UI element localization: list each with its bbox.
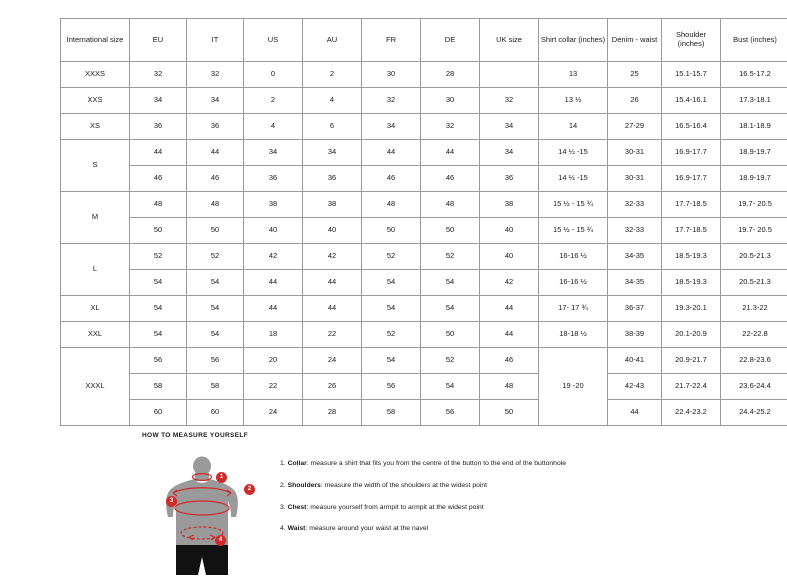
cell-au: 44 bbox=[303, 270, 362, 296]
table-header bbox=[61, 19, 787, 62]
cell-it: 54 bbox=[187, 322, 244, 348]
cell-fr: 46 bbox=[362, 166, 421, 192]
cell-au: 28 bbox=[303, 400, 362, 426]
badge-chest-marker: 2 bbox=[244, 484, 255, 495]
table-row bbox=[61, 88, 787, 114]
cell-fr: 48 bbox=[362, 192, 421, 218]
cell-au: 38 bbox=[303, 192, 362, 218]
cell-us: 44 bbox=[244, 296, 303, 322]
instruction-term: Waist bbox=[288, 525, 306, 532]
cell-au: 34 bbox=[303, 140, 362, 166]
cell-bust: 16.5-17.2 bbox=[721, 62, 787, 88]
cell-us: 24 bbox=[244, 400, 303, 426]
cell-au: 22 bbox=[303, 322, 362, 348]
cell-uk: 42 bbox=[480, 270, 539, 296]
cell-de: 32 bbox=[421, 114, 480, 140]
instruction-text: : measure the width of the shoulders at the widest point bbox=[321, 482, 487, 489]
column-header-shoulder: Shoulder (inches) bbox=[662, 19, 721, 62]
table-row bbox=[61, 192, 787, 218]
cell-shirt-collar: 13 bbox=[539, 62, 608, 88]
cell-it: 60 bbox=[187, 400, 244, 426]
cell-shirt-collar: 14 bbox=[539, 114, 608, 140]
cell-it: 54 bbox=[187, 296, 244, 322]
table-row bbox=[61, 348, 787, 374]
column-header-shirt-collar: Shirt collar (inches) bbox=[539, 19, 608, 62]
column-header-it: IT bbox=[187, 19, 244, 62]
cell-shoulder: 19.3-20.1 bbox=[662, 296, 721, 322]
measurement-figure bbox=[142, 453, 262, 573]
cell-bust: 23.6-24.4 bbox=[721, 374, 787, 400]
cell-shoulder: 15.1-15.7 bbox=[662, 62, 721, 88]
cell-us: 44 bbox=[244, 270, 303, 296]
cell-fr: 44 bbox=[362, 140, 421, 166]
cell-shirt-collar: 16-16 ½ bbox=[539, 244, 608, 270]
cell-shirt-collar: 15 ½ - 15 ¾ bbox=[539, 192, 608, 218]
cell-it: 58 bbox=[187, 374, 244, 400]
cell-shoulder: 20.9-21.7 bbox=[662, 348, 721, 374]
table-row bbox=[61, 244, 787, 270]
cell-shoulder: 15.4-16.1 bbox=[662, 88, 721, 114]
badge-waist: 4 bbox=[215, 535, 226, 546]
cell-shoulder: 21.7-22.4 bbox=[662, 374, 721, 400]
cell-eu: 44 bbox=[130, 140, 187, 166]
cell-denim-waist: 36-37 bbox=[608, 296, 662, 322]
cell-eu: 32 bbox=[130, 62, 187, 88]
cell-uk: 50 bbox=[480, 400, 539, 426]
table-row bbox=[61, 400, 787, 426]
cell-denim-waist: 32-33 bbox=[608, 218, 662, 244]
cell-de: 50 bbox=[421, 218, 480, 244]
cell-uk bbox=[480, 62, 539, 88]
cell-au: 6 bbox=[303, 114, 362, 140]
cell-uk: 32 bbox=[480, 88, 539, 114]
cell-eu: 60 bbox=[130, 400, 187, 426]
instruction-term: Shoulders bbox=[288, 482, 321, 489]
how-to-measure-title: HOW TO MEASURE YOURSELF bbox=[142, 432, 742, 439]
cell-us: 18 bbox=[244, 322, 303, 348]
cell-us: 36 bbox=[244, 166, 303, 192]
cell-fr: 34 bbox=[362, 114, 421, 140]
cell-uk: 48 bbox=[480, 374, 539, 400]
cell-shoulder: 22.4-23.2 bbox=[662, 400, 721, 426]
cell-denim-waist: 42-43 bbox=[608, 374, 662, 400]
table-row bbox=[61, 374, 787, 400]
instruction-number: 3. bbox=[280, 504, 286, 511]
cell-us: 42 bbox=[244, 244, 303, 270]
cell-de: 54 bbox=[421, 296, 480, 322]
cell-it: 34 bbox=[187, 88, 244, 114]
cell-shoulder: 18.5-19.3 bbox=[662, 270, 721, 296]
cell-denim-waist: 32-33 bbox=[608, 192, 662, 218]
cell-uk: 36 bbox=[480, 166, 539, 192]
badge-shoulders: 3 bbox=[166, 496, 177, 507]
cell-de: 46 bbox=[421, 166, 480, 192]
cell-au: 4 bbox=[303, 88, 362, 114]
cell-eu: 48 bbox=[130, 192, 187, 218]
cell-de: 30 bbox=[421, 88, 480, 114]
cell-uk: 34 bbox=[480, 140, 539, 166]
cell-denim-waist: 40-41 bbox=[608, 348, 662, 374]
cell-uk: 40 bbox=[480, 218, 539, 244]
table-row bbox=[61, 270, 787, 296]
cell-shoulder: 16.9-17.7 bbox=[662, 140, 721, 166]
cell-de: 28 bbox=[421, 62, 480, 88]
cell-it: 50 bbox=[187, 218, 244, 244]
badge-collar: 1 bbox=[216, 472, 227, 483]
cell-eu: 56 bbox=[130, 348, 187, 374]
cell-eu: 52 bbox=[130, 244, 187, 270]
cell-fr: 30 bbox=[362, 62, 421, 88]
cell-denim-waist: 34-35 bbox=[608, 244, 662, 270]
cell-shirt-collar: 15 ½ - 15 ¾ bbox=[539, 218, 608, 244]
cell-international-size: XXL bbox=[61, 322, 130, 348]
cell-bust: 21.3-22 bbox=[721, 296, 787, 322]
cell-us: 34 bbox=[244, 140, 303, 166]
cell-it: 56 bbox=[187, 348, 244, 374]
table-row bbox=[61, 296, 787, 322]
column-header-de: DE bbox=[421, 19, 480, 62]
cell-it: 48 bbox=[187, 192, 244, 218]
measurement-instruction-item bbox=[280, 483, 566, 490]
cell-fr: 54 bbox=[362, 348, 421, 374]
cell-denim-waist: 30-31 bbox=[608, 166, 662, 192]
cell-eu: 54 bbox=[130, 270, 187, 296]
cell-uk: 38 bbox=[480, 192, 539, 218]
cell-shoulder: 16.5-16.4 bbox=[662, 114, 721, 140]
cell-international-size: XXXS bbox=[61, 62, 130, 88]
measurement-instruction-item bbox=[280, 526, 566, 533]
cell-shirt-collar: 19 -20 bbox=[539, 348, 608, 426]
measurement-instructions-list bbox=[280, 461, 566, 548]
instruction-text: : measure around your waist at the navel bbox=[305, 525, 428, 532]
cell-fr: 54 bbox=[362, 270, 421, 296]
cell-eu: 46 bbox=[130, 166, 187, 192]
cell-us: 4 bbox=[244, 114, 303, 140]
cell-eu: 54 bbox=[130, 296, 187, 322]
cell-it: 32 bbox=[187, 62, 244, 88]
cell-international-size: XS bbox=[61, 114, 130, 140]
size-table-container bbox=[60, 18, 728, 426]
torso-diagram-icon bbox=[142, 453, 262, 578]
cell-de: 52 bbox=[421, 348, 480, 374]
instruction-number: 4. bbox=[280, 525, 286, 532]
cell-it: 36 bbox=[187, 114, 244, 140]
cell-uk: 44 bbox=[480, 296, 539, 322]
table-row bbox=[61, 218, 787, 244]
cell-eu: 36 bbox=[130, 114, 187, 140]
cell-au: 24 bbox=[303, 348, 362, 374]
instruction-text: : measure yourself from armpit to armpit at the widest point bbox=[306, 504, 483, 511]
cell-international-size: XL bbox=[61, 296, 130, 322]
cell-uk: 46 bbox=[480, 348, 539, 374]
cell-bust: 22.8-23.6 bbox=[721, 348, 787, 374]
cell-au: 2 bbox=[303, 62, 362, 88]
cell-bust: 18.9-19.7 bbox=[721, 166, 787, 192]
cell-bust: 19.7- 20.5 bbox=[721, 192, 787, 218]
column-header-bust: Bust (inches) bbox=[721, 19, 787, 62]
cell-fr: 32 bbox=[362, 88, 421, 114]
cell-international-size: S bbox=[61, 140, 130, 192]
how-to-measure-section bbox=[142, 432, 742, 573]
cell-shoulder: 16.9-17.7 bbox=[662, 166, 721, 192]
cell-us: 38 bbox=[244, 192, 303, 218]
cell-denim-waist: 38-39 bbox=[608, 322, 662, 348]
cell-fr: 56 bbox=[362, 374, 421, 400]
cell-shirt-collar: 17- 17 ¾ bbox=[539, 296, 608, 322]
cell-shirt-collar: 13 ½ bbox=[539, 88, 608, 114]
cell-au: 44 bbox=[303, 296, 362, 322]
cell-bust: 22-22.8 bbox=[721, 322, 787, 348]
column-header-fr: FR bbox=[362, 19, 421, 62]
cell-denim-waist: 27-29 bbox=[608, 114, 662, 140]
cell-international-size: XXXL bbox=[61, 348, 130, 426]
cell-fr: 58 bbox=[362, 400, 421, 426]
cell-de: 50 bbox=[421, 322, 480, 348]
cell-au: 36 bbox=[303, 166, 362, 192]
instruction-number: 2. bbox=[280, 482, 286, 489]
cell-uk: 44 bbox=[480, 322, 539, 348]
cell-eu: 54 bbox=[130, 322, 187, 348]
cell-fr: 54 bbox=[362, 296, 421, 322]
cell-shirt-collar: 18-18 ½ bbox=[539, 322, 608, 348]
cell-au: 42 bbox=[303, 244, 362, 270]
table-row bbox=[61, 62, 787, 88]
cell-us: 2 bbox=[244, 88, 303, 114]
column-header-us: US bbox=[244, 19, 303, 62]
cell-denim-waist: 34-35 bbox=[608, 270, 662, 296]
column-header-au: AU bbox=[303, 19, 362, 62]
cell-de: 44 bbox=[421, 140, 480, 166]
cell-shirt-collar: 16-16 ½ bbox=[539, 270, 608, 296]
cell-shoulder: 20.1-20.9 bbox=[662, 322, 721, 348]
cell-international-size: L bbox=[61, 244, 130, 296]
cell-it: 44 bbox=[187, 140, 244, 166]
instruction-term: Collar bbox=[288, 460, 307, 467]
measurement-instruction-item bbox=[280, 505, 566, 512]
table-header-row bbox=[61, 19, 787, 62]
cell-eu: 58 bbox=[130, 374, 187, 400]
table-row bbox=[61, 140, 787, 166]
cell-eu: 34 bbox=[130, 88, 187, 114]
cell-uk: 40 bbox=[480, 244, 539, 270]
instruction-term: Chest bbox=[288, 504, 307, 511]
column-header-denim-waist: Denim - waist bbox=[608, 19, 662, 62]
instruction-text: : measure a shirt that fits you from the centre of the button to the end of the buttonhole bbox=[307, 460, 566, 467]
cell-fr: 52 bbox=[362, 322, 421, 348]
cell-us: 40 bbox=[244, 218, 303, 244]
cell-denim-waist: 44 bbox=[608, 400, 662, 426]
cell-de: 56 bbox=[421, 400, 480, 426]
cell-it: 46 bbox=[187, 166, 244, 192]
cell-it: 54 bbox=[187, 270, 244, 296]
cell-shoulder: 18.5-19.3 bbox=[662, 244, 721, 270]
cell-bust: 19.7- 20.5 bbox=[721, 218, 787, 244]
table-row bbox=[61, 166, 787, 192]
cell-fr: 50 bbox=[362, 218, 421, 244]
cell-eu: 50 bbox=[130, 218, 187, 244]
cell-denim-waist: 25 bbox=[608, 62, 662, 88]
cell-bust: 20.5-21.3 bbox=[721, 270, 787, 296]
cell-us: 20 bbox=[244, 348, 303, 374]
size-table bbox=[60, 18, 787, 426]
column-header-uk-size: UK size bbox=[480, 19, 539, 62]
cell-denim-waist: 26 bbox=[608, 88, 662, 114]
cell-shoulder: 17.7-18.5 bbox=[662, 218, 721, 244]
how-to-measure-body bbox=[142, 453, 742, 573]
table-row bbox=[61, 114, 787, 140]
cell-us: 0 bbox=[244, 62, 303, 88]
cell-au: 40 bbox=[303, 218, 362, 244]
instruction-number: 1. bbox=[280, 460, 286, 467]
table-row bbox=[61, 322, 787, 348]
cell-denim-waist: 30-31 bbox=[608, 140, 662, 166]
column-header-international-size: International size bbox=[61, 19, 130, 62]
cell-au: 26 bbox=[303, 374, 362, 400]
cell-international-size: M bbox=[61, 192, 130, 244]
cell-shoulder: 17.7-18.5 bbox=[662, 192, 721, 218]
cell-uk: 34 bbox=[480, 114, 539, 140]
cell-fr: 52 bbox=[362, 244, 421, 270]
table-body bbox=[61, 62, 787, 426]
cell-bust: 18.9-19.7 bbox=[721, 140, 787, 166]
cell-shirt-collar: 14 ½ -15 bbox=[539, 140, 608, 166]
cell-de: 54 bbox=[421, 270, 480, 296]
cell-de: 52 bbox=[421, 244, 480, 270]
cell-shirt-collar: 14 ½ -15 bbox=[539, 166, 608, 192]
cell-de: 48 bbox=[421, 192, 480, 218]
cell-de: 54 bbox=[421, 374, 480, 400]
cell-bust: 18.1-18.9 bbox=[721, 114, 787, 140]
cell-bust: 24.4-25.2 bbox=[721, 400, 787, 426]
cell-bust: 17.3-18.1 bbox=[721, 88, 787, 114]
cell-it: 52 bbox=[187, 244, 244, 270]
cell-bust: 20.5-21.3 bbox=[721, 244, 787, 270]
measurement-instruction-item bbox=[280, 461, 566, 468]
cell-us: 22 bbox=[244, 374, 303, 400]
column-header-eu: EU bbox=[130, 19, 187, 62]
cell-international-size: XXS bbox=[61, 88, 130, 114]
